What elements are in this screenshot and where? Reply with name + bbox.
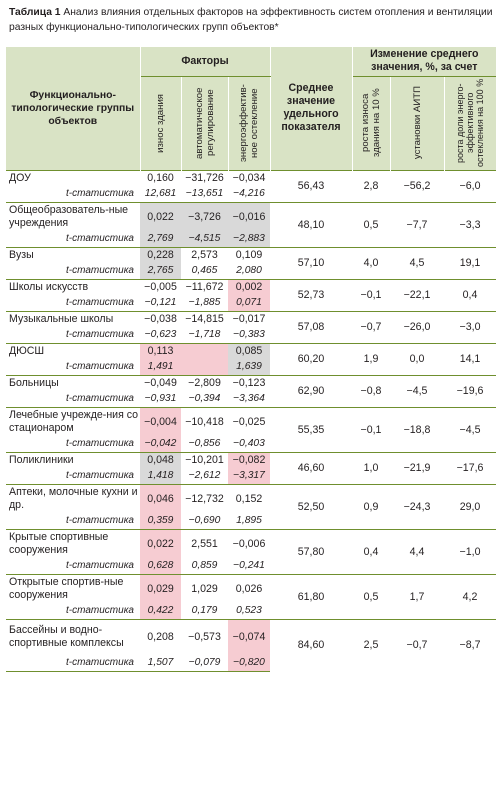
change-value: 2,5 xyxy=(352,619,390,671)
factor-value: −2,809 xyxy=(181,375,228,391)
table-row xyxy=(6,529,496,558)
change-value: −7,7 xyxy=(390,202,444,247)
change-value: −0,1 xyxy=(352,407,390,452)
tstat-value: −2,612 xyxy=(188,470,221,482)
change-value: −21,9 xyxy=(390,452,444,484)
average-value: 52,73 xyxy=(270,279,352,311)
row-label: Поликлиники xyxy=(6,452,140,468)
tstat-value: −1,718 xyxy=(188,329,221,341)
factor-value: 0,026 xyxy=(228,574,270,603)
change-value: 2,8 xyxy=(352,170,390,202)
factor-value: 2,551 xyxy=(181,529,228,558)
change-value: 1,7 xyxy=(390,574,444,619)
table-row xyxy=(6,484,496,513)
change-value: 0,5 xyxy=(352,574,390,619)
tstat-value: −0,042 xyxy=(140,436,181,452)
factor-value: −11,672 xyxy=(181,279,228,295)
change-value: 19,1 xyxy=(444,247,496,279)
tstat-value: 0,359 xyxy=(140,513,181,529)
average-value: 48,10 xyxy=(270,202,352,247)
factor-value: 0,152 xyxy=(228,484,270,513)
tstat-value: 1,895 xyxy=(236,515,262,527)
tstat-value: −2,883 xyxy=(228,231,270,247)
tstat-label: t-статистика xyxy=(6,655,140,671)
factor-value: −12,732 xyxy=(181,484,228,513)
change-value: −6,0 xyxy=(444,170,496,202)
change-header: Изменение среднего значения, %, за счет xyxy=(352,47,496,76)
tstat-value: −0,394 xyxy=(188,393,221,405)
factor-value: 1,029 xyxy=(181,574,228,603)
average-value: 61,80 xyxy=(270,574,352,619)
row-label: Школы искусств xyxy=(6,279,140,295)
table-row xyxy=(6,311,496,327)
tstat-value: 0,465 xyxy=(191,265,218,277)
change-value: −17,6 xyxy=(444,452,496,484)
change-value: 1,0 xyxy=(352,452,390,484)
change-value: 0,5 xyxy=(352,202,390,247)
average-value: 52,50 xyxy=(270,484,352,529)
table-row xyxy=(6,375,496,391)
row-label: Общеобразователь-ные учреждения xyxy=(6,202,140,231)
table-body xyxy=(6,170,496,671)
change-col-header: роста доли энерго-эффективного остекления на 100 % xyxy=(444,76,496,170)
table-row xyxy=(6,452,496,468)
factor-value: −10,418 xyxy=(181,407,228,436)
factors-header: Факторы xyxy=(140,47,270,76)
factor-value: 0,208 xyxy=(140,619,181,655)
tstat-value: 1,507 xyxy=(140,655,181,671)
tstat-value: 12,681 xyxy=(144,188,177,200)
factor-value: 0,029 xyxy=(140,574,181,603)
tstat-label: t-статистика xyxy=(66,233,134,245)
average-value: 57,10 xyxy=(270,247,352,279)
average-value: 84,60 xyxy=(270,619,352,671)
factor-value: 0,048 xyxy=(140,452,181,468)
tstat-value: −1,885 xyxy=(188,297,221,309)
factor-value: −0,038 xyxy=(140,311,181,327)
tstat-value: −3,317 xyxy=(228,468,270,484)
tstat-label: t-статистика xyxy=(66,560,134,572)
tstat-label: t-статистика xyxy=(66,438,134,450)
factor-value: −14,815 xyxy=(181,311,228,327)
factor-value: 0,109 xyxy=(228,247,270,263)
tstat-label: t-статистика xyxy=(66,265,134,277)
tstat-value: 1,639 xyxy=(228,359,270,375)
factor-value xyxy=(181,343,228,359)
table-row xyxy=(6,279,496,295)
factor-value: −31,726 xyxy=(181,170,228,186)
row-label: ДОУ xyxy=(6,170,140,186)
change-value: 0,0 xyxy=(390,343,444,375)
caption-text: Анализ влияния отдельных факторов на эффективность систем отопления и вентиляции разных функционально-типологических групп объектов* xyxy=(9,7,493,33)
factor-value: −0,025 xyxy=(228,407,270,436)
average-value: 46,60 xyxy=(270,452,352,484)
tstat-label: t-статистика xyxy=(66,470,134,482)
table-row xyxy=(6,619,496,655)
change-value: −26,0 xyxy=(390,311,444,343)
data-table xyxy=(6,47,496,672)
row-label: Музыкальные школы xyxy=(6,311,140,327)
tstat-value: −0,820 xyxy=(228,655,270,671)
tstat-label: t-статистика xyxy=(66,329,134,341)
factor-value: 0,085 xyxy=(228,343,270,359)
factor-value: −10,201 xyxy=(181,452,228,468)
factor-value: −0,573 xyxy=(181,619,228,655)
change-value: −0,7 xyxy=(352,311,390,343)
average-value: 57,80 xyxy=(270,529,352,574)
caption-label: Таблица 1 xyxy=(9,7,61,18)
tstat-label: t-статистика xyxy=(66,605,134,617)
change-value: 0,4 xyxy=(352,529,390,574)
change-col-header: установки АИТП xyxy=(390,76,444,170)
change-value: −4,5 xyxy=(444,407,496,452)
tstat-value: −0,690 xyxy=(188,515,221,527)
factor-value: 0,022 xyxy=(140,529,181,558)
factor-value: 0,228 xyxy=(140,247,181,263)
row-label: Лечебные учрежде-ния со стационаром xyxy=(6,407,140,436)
tstat-value: −0,383 xyxy=(233,329,265,341)
average-value: 60,20 xyxy=(270,343,352,375)
factor-value: 0,113 xyxy=(140,343,181,359)
factor-value: −0,016 xyxy=(228,202,270,231)
tstat-value: −0,856 xyxy=(188,438,221,450)
tstat-value: −4,216 xyxy=(233,188,265,200)
factor-value: 0,022 xyxy=(140,202,181,231)
average-value: 55,35 xyxy=(270,407,352,452)
tstat-label: t-статистика xyxy=(66,361,134,373)
change-value: 0,9 xyxy=(352,484,390,529)
tstat-value: 0,628 xyxy=(140,558,181,574)
tstat-value: −0,241 xyxy=(233,560,265,572)
tstat-value: 0,179 xyxy=(191,605,218,617)
tstat-value: 2,080 xyxy=(236,265,262,277)
factor-value: −0,049 xyxy=(140,375,181,391)
change-value: −3,0 xyxy=(444,311,496,343)
factor-col-header: энергоэффектив-ное остекление xyxy=(228,76,270,170)
tstat-value: 2,769 xyxy=(140,231,181,247)
tstat-value: 2,765 xyxy=(140,263,181,279)
factor-value: −3,726 xyxy=(181,202,228,231)
change-value: −22,1 xyxy=(390,279,444,311)
tstat-value: 0,859 xyxy=(191,560,218,572)
change-value: 4,0 xyxy=(352,247,390,279)
row-label: Крытые спортивные сооружения xyxy=(6,529,140,558)
row-label: Аптеки, молочные кухни и др. xyxy=(6,484,140,513)
row-label: Больницы xyxy=(6,375,140,391)
tstat-value: −0,121 xyxy=(144,297,177,309)
change-value: −19,6 xyxy=(444,375,496,407)
tstat-label: t-статистика xyxy=(66,515,134,527)
average-value: 57,08 xyxy=(270,311,352,343)
change-value: 29,0 xyxy=(444,484,496,529)
row-label: Вузы xyxy=(6,247,140,263)
change-value: 1,9 xyxy=(352,343,390,375)
row-label: Открытые спортив-ные сооружения xyxy=(6,574,140,603)
factor-value: 0,160 xyxy=(140,170,181,186)
tstat-value: 1,418 xyxy=(140,468,181,484)
tstat-value: 0,422 xyxy=(140,603,181,619)
factor-value: −0,082 xyxy=(228,452,270,468)
tstat-value: −3,364 xyxy=(233,393,265,405)
tstat-value xyxy=(181,359,228,375)
change-value: −8,7 xyxy=(444,619,496,671)
change-value: −4,5 xyxy=(390,375,444,407)
change-value: −56,2 xyxy=(390,170,444,202)
tstat-value: −0,079 xyxy=(181,655,228,671)
tstat-value: 1,491 xyxy=(140,359,181,375)
factor-value: −0,006 xyxy=(228,529,270,558)
factor-value: 0,046 xyxy=(140,484,181,513)
table-row xyxy=(6,407,496,436)
change-value: −1,0 xyxy=(444,529,496,574)
change-value: −0,1 xyxy=(352,279,390,311)
tstat-value: 0,071 xyxy=(228,295,270,311)
factor-value: −0,017 xyxy=(228,311,270,327)
factor-value: −0,034 xyxy=(228,170,270,186)
change-value: −24,3 xyxy=(390,484,444,529)
table-row xyxy=(6,247,496,263)
tstat-value: −0,403 xyxy=(233,438,265,450)
factor-col-header: износ здания xyxy=(140,76,181,170)
tstat-value: −13,651 xyxy=(185,188,224,200)
factor-value: 2,573 xyxy=(181,247,228,263)
change-value: 4,5 xyxy=(390,247,444,279)
factor-value: −0,074 xyxy=(228,619,270,655)
tstat-value: −4,515 xyxy=(181,231,228,247)
change-col-header: роста износа здания на 10 % xyxy=(352,76,390,170)
table-row xyxy=(6,202,496,231)
factor-value: −0,004 xyxy=(140,407,181,436)
table-row xyxy=(6,170,496,186)
change-value: 4,4 xyxy=(390,529,444,574)
factor-col-header: автоматическое регулирование xyxy=(181,76,228,170)
change-value: 0,4 xyxy=(444,279,496,311)
change-value: 14,1 xyxy=(444,343,496,375)
change-value: −0,8 xyxy=(352,375,390,407)
tstat-label: t-статистика xyxy=(66,393,134,405)
group-column-header: Функционально-типологические группы объектов xyxy=(6,47,140,170)
table-row xyxy=(6,574,496,603)
average-value: 62,90 xyxy=(270,375,352,407)
row-label: Бассейны и водно-спортивные комплексы xyxy=(6,619,140,655)
change-value: 4,2 xyxy=(444,574,496,619)
tstat-value: 0,523 xyxy=(236,605,262,617)
change-value: −3,3 xyxy=(444,202,496,247)
tstat-value: −0,931 xyxy=(144,393,177,405)
tstat-value: −0,623 xyxy=(144,329,177,341)
average-column-header: Среднее значение удельного показателя xyxy=(270,47,352,170)
table-row xyxy=(6,343,496,359)
average-value: 56,43 xyxy=(270,170,352,202)
tstat-label: t-статистика xyxy=(66,188,134,200)
tstat-label: t-статистика xyxy=(66,297,134,309)
table-caption xyxy=(9,5,495,35)
factor-value: −0,123 xyxy=(228,375,270,391)
change-value: −0,7 xyxy=(390,619,444,671)
change-value: −18,8 xyxy=(390,407,444,452)
factor-value: 0,002 xyxy=(228,279,270,295)
factor-value: −0,005 xyxy=(140,279,181,295)
row-label: ДЮСШ xyxy=(6,343,140,359)
